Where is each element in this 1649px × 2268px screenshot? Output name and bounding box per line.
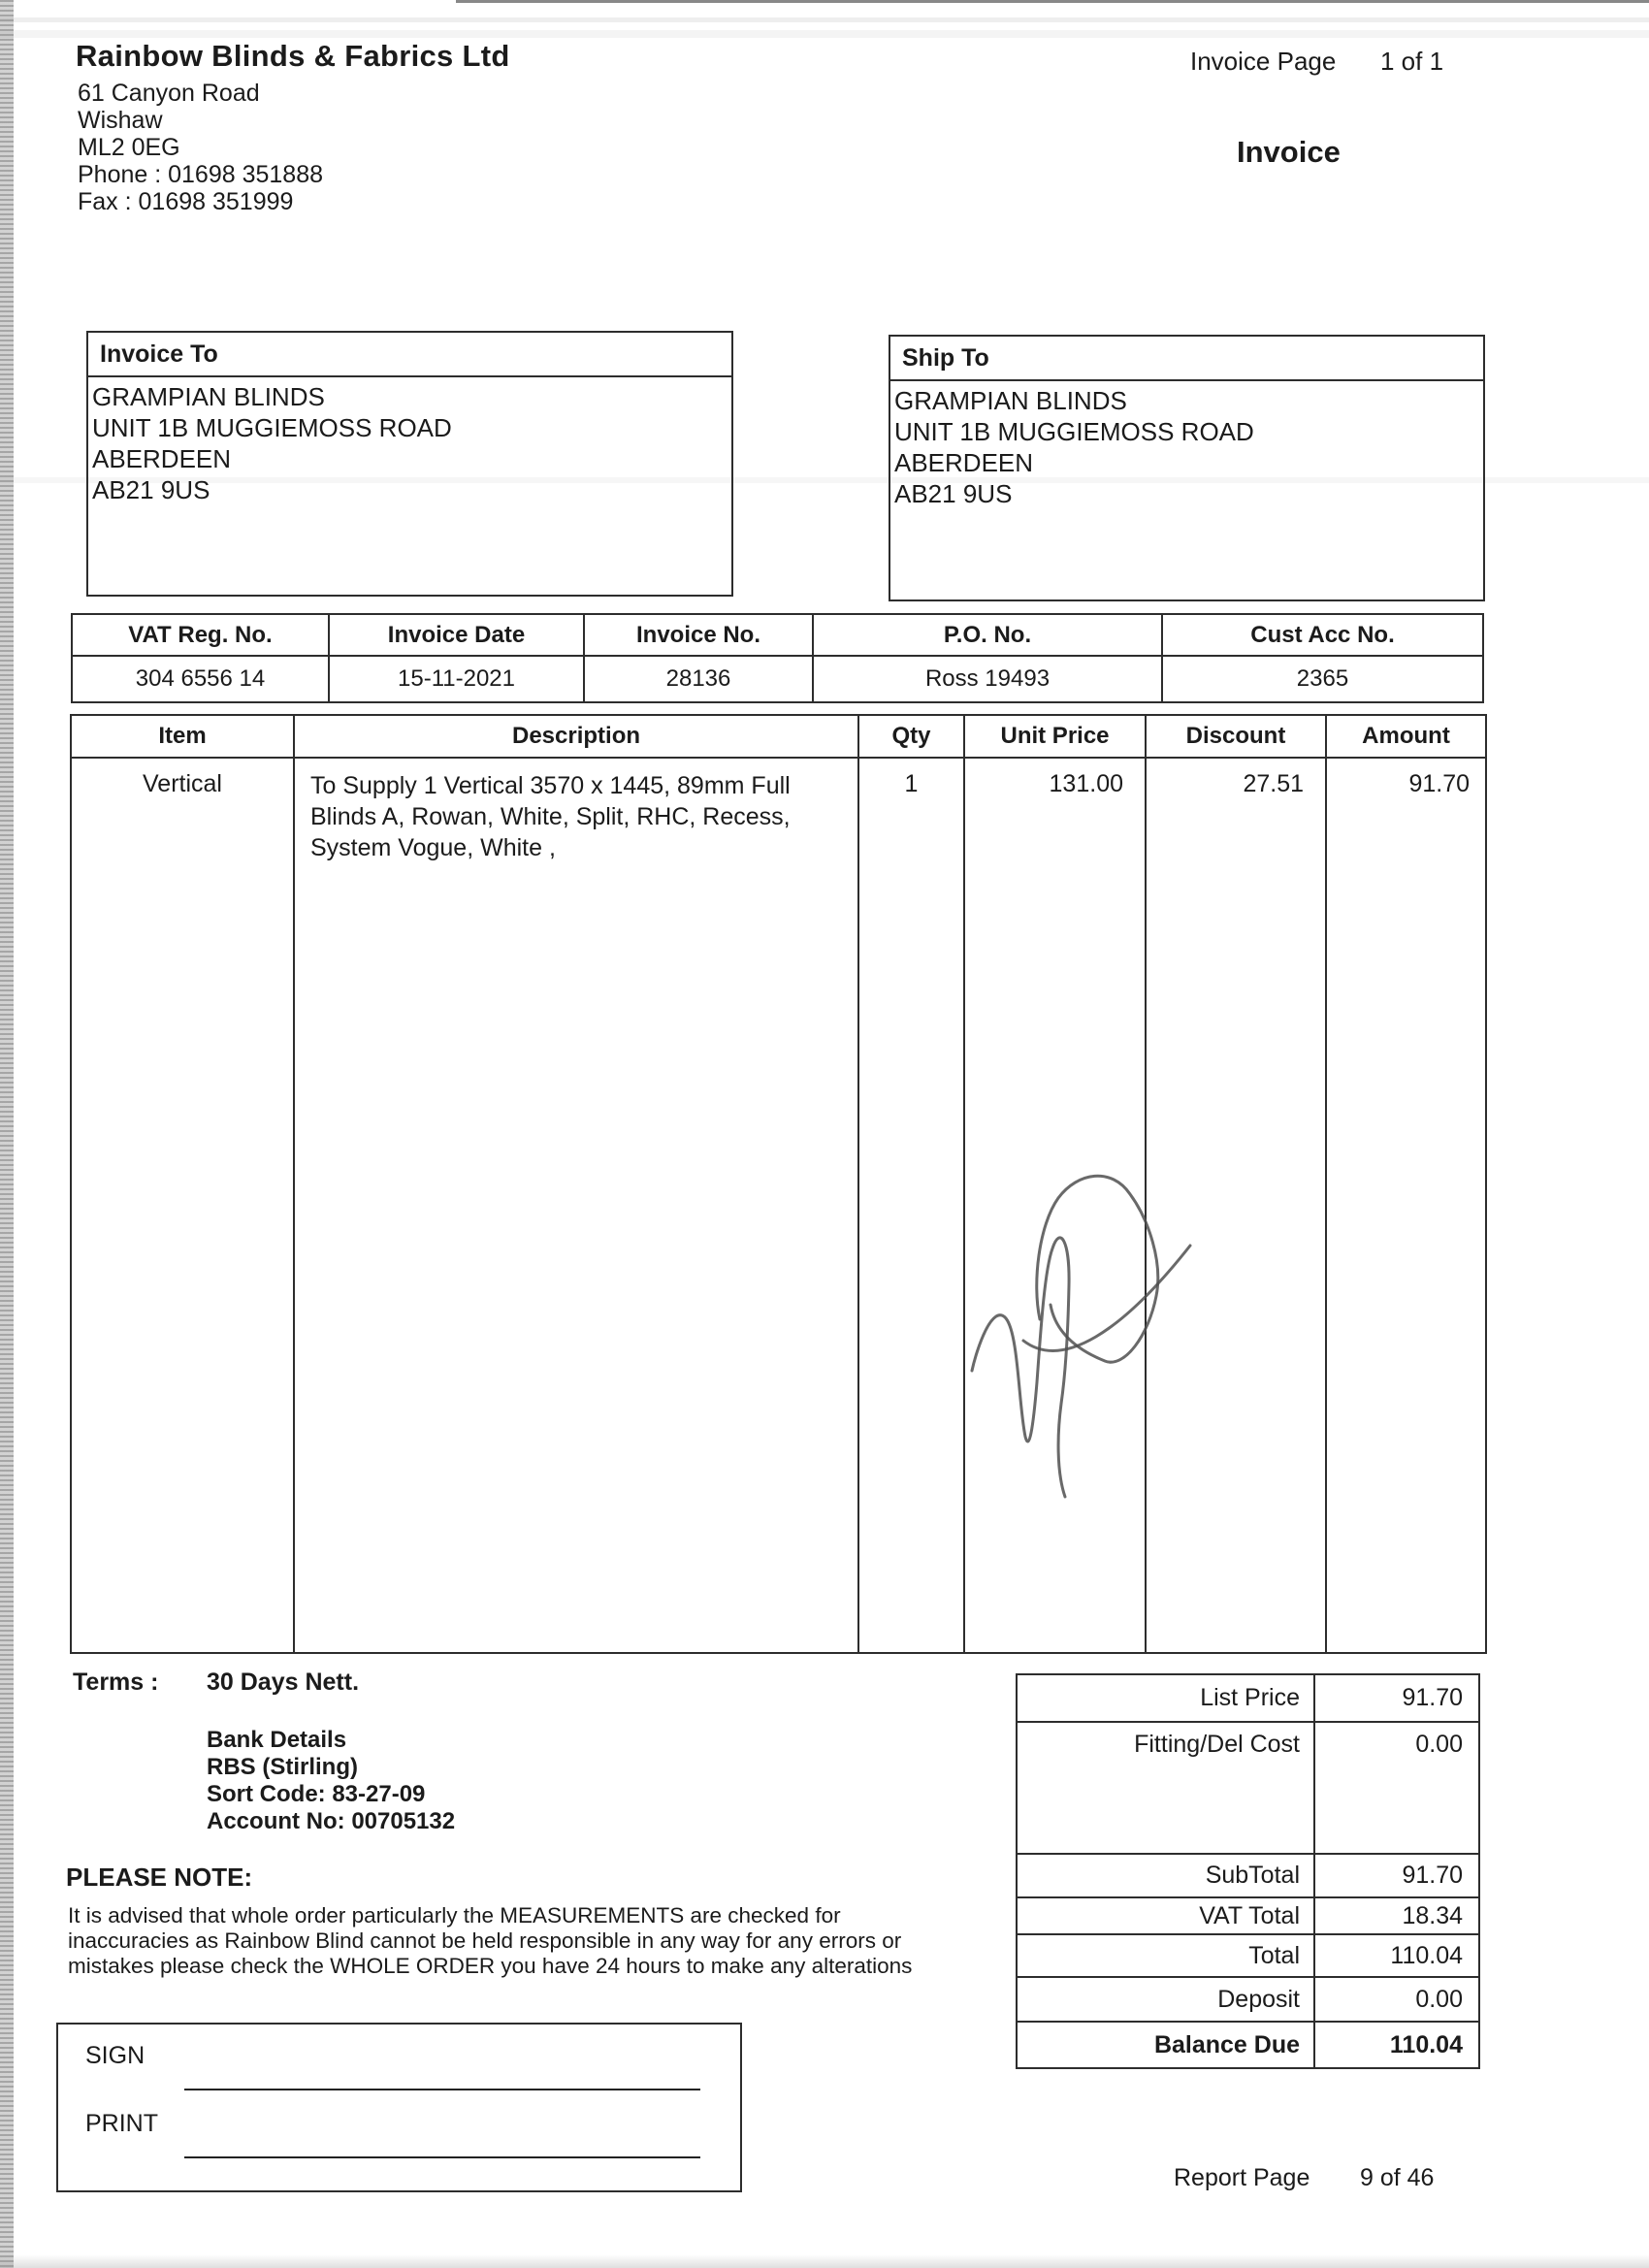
- address-line: GRAMPIAN BLINDS: [894, 386, 1127, 415]
- bank-details: [207, 1727, 455, 1835]
- bank-account-no: Account No: 00705132: [207, 1808, 456, 1834]
- invoice-to-address: [88, 377, 731, 505]
- address-line: UNIT 1B MUGGIEMOSS ROAD: [92, 413, 452, 442]
- address-line: ABERDEEN: [92, 444, 232, 473]
- total-row-value: 18.34: [1315, 1896, 1478, 1933]
- line-items-table: [70, 714, 1487, 1654]
- total-row-label: Deposit: [1018, 1976, 1315, 2021]
- sign-label: SIGN: [85, 2042, 146, 2069]
- column-header: Invoice Date: [330, 615, 585, 657]
- total-row-value: 110.04: [1315, 1933, 1478, 1976]
- signature-box: [56, 2023, 742, 2192]
- column-header: Invoice No.: [585, 615, 814, 657]
- balance-due-label: Balance Due: [1018, 2021, 1315, 2067]
- ship-to-box: [889, 335, 1485, 601]
- invoice-meta-table: [71, 613, 1484, 703]
- address-line: ABERDEEN: [894, 448, 1034, 477]
- address-line: AB21 9US: [92, 475, 210, 504]
- print-label: PRINT: [85, 2110, 158, 2137]
- total-row-value: 91.70: [1315, 1853, 1478, 1896]
- column-header: Cust Acc No.: [1163, 615, 1482, 657]
- scan-streak-artifact: [0, 30, 1649, 38]
- scan-edge-artifact: [0, 0, 14, 2268]
- item-discount-cell: 27.51: [1147, 759, 1327, 1652]
- company-address-line: 61 Canyon Road: [78, 80, 260, 107]
- company-address-line: ML2 0EG: [78, 134, 180, 161]
- column-header: Item: [72, 716, 295, 759]
- column-header: Discount: [1147, 716, 1327, 759]
- invoice-no: 28136: [585, 657, 814, 701]
- address-line: AB21 9US: [894, 479, 1013, 508]
- address-line: GRAMPIAN BLINDS: [92, 382, 325, 411]
- scan-streak-artifact: [456, 0, 1649, 3]
- balance-due-value: 110.04: [1315, 2021, 1478, 2067]
- company-fax: Fax : 01698 351999: [78, 188, 294, 215]
- report-page-value: 9 of 46: [1360, 2164, 1435, 2191]
- column-header: VAT Reg. No.: [73, 615, 330, 657]
- column-header: Amount: [1327, 716, 1485, 759]
- company-address: [78, 80, 323, 215]
- company-address-line: Wishaw: [78, 107, 163, 134]
- total-row-label: SubTotal: [1018, 1853, 1315, 1896]
- item-description-cell: To Supply 1 Vertical 3570 x 1445, 89mm Full Blinds A, Rowan, White, Split, RHC, Recess, System Vogue, White ,: [295, 759, 859, 1652]
- company-name: Rainbow Blinds & Fabrics Ltd: [76, 39, 510, 73]
- column-header: Unit Price: [965, 716, 1147, 759]
- please-note-body: It is advised that whole order particularly the MEASUREMENTS are checked for inaccuracies as Rainbow Blind cannot be held responsible in any way for any errors or mistakes please check the WHOLE ORDER you have 24 hours to make any alterations: [68, 1903, 913, 1978]
- terms-label: Terms :: [73, 1669, 159, 1696]
- total-row-label: Total: [1018, 1933, 1315, 1976]
- total-row-label: List Price: [1018, 1675, 1315, 1721]
- company-phone: Phone : 01698 351888: [78, 161, 324, 188]
- total-row-label: Fitting/Del Cost: [1018, 1721, 1315, 1853]
- document-title: Invoice: [1237, 135, 1341, 169]
- sign-line: [184, 2089, 700, 2090]
- invoice-to-title: Invoice To: [88, 333, 731, 377]
- total-row-value: 0.00: [1315, 1976, 1478, 2021]
- column-header: Description: [295, 716, 859, 759]
- item-amount-cell: 91.70: [1408, 770, 1470, 797]
- item-type-cell: Vertical: [72, 759, 295, 1652]
- report-page-label: Report Page: [1174, 2164, 1310, 2191]
- print-line: [184, 2156, 700, 2158]
- cust-acc-no: 2365: [1296, 665, 1349, 692]
- invoice-page-value: 1 of 1: [1380, 47, 1444, 76]
- vat-reg-no: 304 6556 14: [73, 657, 330, 701]
- ship-to-title: Ship To: [890, 337, 1483, 381]
- total-row-value: 0.00: [1315, 1721, 1478, 1853]
- item-qty-cell: 1: [859, 759, 965, 1652]
- invoice-to-box: [86, 331, 733, 597]
- total-row-label: VAT Total: [1018, 1896, 1315, 1933]
- invoice-page-label: Invoice Page: [1190, 47, 1337, 76]
- scan-streak-artifact: [0, 17, 1649, 22]
- terms-value: 30 Days Nett.: [207, 1669, 360, 1696]
- total-row-value: 91.70: [1402, 1684, 1463, 1711]
- column-header: Qty: [859, 716, 965, 759]
- bank-sort-code: Sort Code: 83-27-09: [207, 1781, 426, 1807]
- column-header: P.O. No.: [814, 615, 1163, 657]
- ship-to-address: [890, 381, 1483, 509]
- signature-scribble: [965, 1169, 1203, 1513]
- scan-streak-artifact: [0, 2254, 1649, 2268]
- po-no: Ross 19493: [814, 657, 1163, 701]
- item-unit-price-cell: 131.00: [965, 759, 1147, 1652]
- bank-details-title: Bank Details: [207, 1727, 347, 1753]
- totals-table: [1016, 1673, 1480, 2069]
- please-note-title: PLEASE NOTE:: [66, 1863, 253, 1892]
- bank-name: RBS (Stirling): [207, 1754, 358, 1780]
- invoice-date: 15-11-2021: [330, 657, 585, 701]
- address-line: UNIT 1B MUGGIEMOSS ROAD: [894, 417, 1254, 446]
